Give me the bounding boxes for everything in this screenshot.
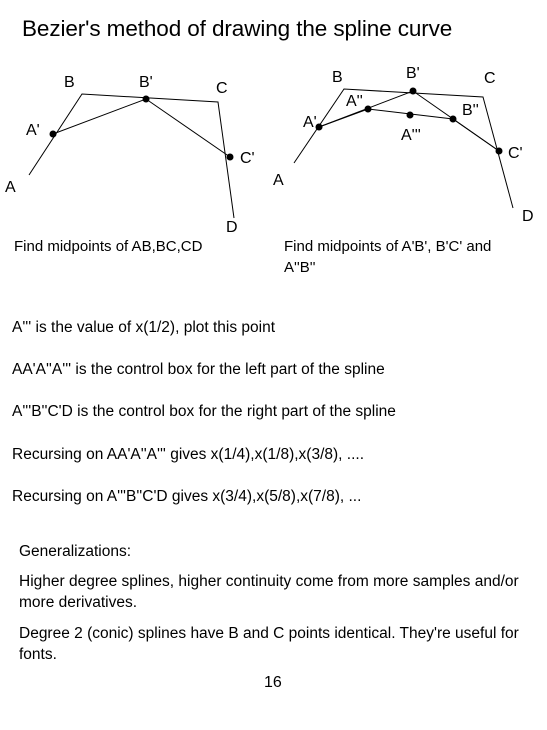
right-label-a3: A''' <box>401 127 421 144</box>
statement-4: Recursing on AA'A''A''' gives x(1/4),x(1/8),x(3/8), .... <box>12 446 364 463</box>
right-label-a2: A'' <box>346 93 363 110</box>
right-label-b1: B' <box>406 65 420 82</box>
left-label-b: B <box>64 74 75 91</box>
right-point-a2 <box>365 106 372 113</box>
right-label-a1: A' <box>303 114 317 131</box>
right-caption: Find midpoints of A'B', B'C' and A''B'' <box>284 238 492 276</box>
left-caption: Find midpoints of AB,BC,CD <box>14 238 203 255</box>
left-diagram <box>5 74 255 236</box>
left-label-b1: B' <box>139 74 153 91</box>
right-label-c1: C' <box>508 145 523 162</box>
right-point-b1 <box>410 88 417 95</box>
left-label-c1: C' <box>240 150 255 167</box>
generalizations-heading: Generalizations: <box>19 543 132 560</box>
right-point-b2 <box>450 116 457 123</box>
right-label-c: C <box>484 70 496 87</box>
generalization-item-2: Degree 2 (conic) splines have B and C points identical. They're useful for fonts. <box>19 625 519 663</box>
statement-3: A'''B''C'D is the control box for the right part of the spline <box>12 403 396 420</box>
left-label-a1: A' <box>26 122 40 139</box>
left-control-polygon <box>29 94 234 218</box>
page-title: Bezier's method of drawing the spline curve <box>22 16 453 41</box>
left-label-c: C <box>216 80 228 97</box>
statement-1: A''' is the value of x(1/2), plot this point <box>12 319 276 336</box>
right-label-b2: B'' <box>462 102 479 119</box>
generalization-item-1: Higher degree splines, higher continuity come from more samples and/or more derivatives. <box>19 573 519 611</box>
right-point-c1 <box>496 148 503 155</box>
left-label-d: D <box>226 219 238 236</box>
left-label-a: A <box>5 179 16 196</box>
left-midpoint-polygon <box>53 99 230 157</box>
right-label-a: A <box>273 172 284 189</box>
page-number: 16 <box>264 674 282 691</box>
statement-5: Recursing on A'''B''C'D gives x(3/4),x(5/8),x(7/8), ... <box>12 488 362 505</box>
right-label-b: B <box>332 69 343 86</box>
right-point-a3 <box>407 112 414 119</box>
statement-2: AA'A''A''' is the control box for the left part of the spline <box>12 361 385 378</box>
right-label-d: D <box>522 208 534 225</box>
left-point-c1 <box>227 154 234 161</box>
right-control-polygon <box>294 89 513 208</box>
left-point-a1 <box>50 131 57 138</box>
left-point-b1 <box>143 96 150 103</box>
right-diagram <box>273 65 534 225</box>
